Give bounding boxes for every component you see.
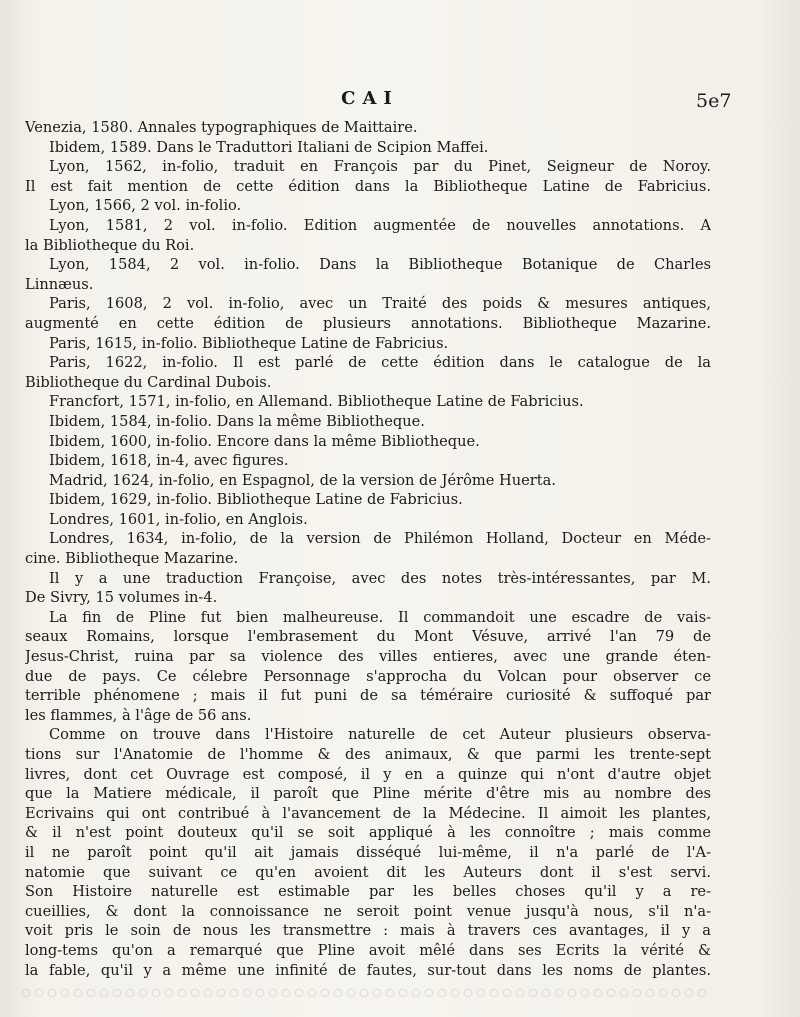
text-line: Ibidem, 1584, in-folio. Dans la même Bibliotheque.: [49, 412, 425, 430]
text-line: Londres, 1634, in-folio, de la version de Philémon Holland, Docteur en Méde-: [49, 530, 711, 548]
text-line: Lyon, 1584, 2 vol. in-folio. Dans la Bibliotheque Botanique de Charles: [49, 256, 711, 274]
text-line: augmenté en cette édition de plusieurs annotations. Bibliotheque Mazarine.: [25, 314, 711, 332]
text-line: voit pris le soin de nous les transmettre : mais à travers ces avantages, il y a: [25, 922, 711, 940]
text-line: la fable, qu'il y a même une infinité de fautes, sur-tout dans les noms de plantes.: [25, 961, 711, 979]
text-line: Venezia, 1580. Annales typographiques de Maittaire.: [25, 119, 418, 136]
text-line: Comme on trouve dans l'Histoire naturelle de cet Auteur plusieurs observa-: [49, 726, 711, 744]
text-line: Lyon, 1566, 2 vol. in-folio.: [49, 197, 242, 215]
text-line: Son Histoire naturelle est estimable par les belles choses qu'il y a re-: [25, 883, 711, 901]
text-line: que la Matiere médicale, il paroît que Pline mérite d'être mis au nombre des: [25, 785, 711, 803]
text-line: Bibliotheque du Cardinal Dubois.: [25, 373, 272, 391]
text-line: livres, dont cet Ouvrage est composé, il y en a quinze qui n'ont d'autre objet: [25, 765, 711, 783]
text-line: Ibidem, 1589. Dans le Traduttori Italiani de Scipion Maffei.: [49, 138, 489, 156]
text-line: Ibidem, 1600, in-folio. Encore dans la même Bibliotheque.: [49, 432, 480, 450]
text-line: terrible phénomene ; mais il fut puni de sa téméraire curiosité & suffoqué par: [25, 687, 711, 705]
text-line: Jesus-Christ, ruina par sa violence des villes entieres, avec une grande éten-: [25, 648, 711, 666]
text-line: Madrid, 1624, in-folio, en Espagnol, de la version de Jérôme Huerta.: [49, 471, 556, 489]
text-line: cueillies, & dont la connoissance ne seroit point venue jusqu'à nous, s'il n'a-: [25, 902, 711, 920]
text-line: Linnæus.: [25, 275, 94, 293]
text-line: natomie que suivant ce qu'en avoient dit les Auteurs dont il s'est servi.: [25, 863, 711, 881]
text-line: Paris, 1608, 2 vol. in-folio, avec un Traité des poids & mesures antiques,: [49, 295, 711, 313]
text-line: Lyon, 1562, in-folio, traduit en François par du Pinet, Seigneur de Noroy.: [49, 158, 711, 176]
text-line: Il est fait mention de cette édition dans la Bibliotheque Latine de Fabricius.: [25, 177, 711, 195]
text-line: Francfort, 1571, in-folio, en Allemand. Bibliotheque Latine de Fabricius.: [49, 393, 584, 411]
text-line: il ne paroît point qu'il ait jamais disséqué lui-même, il n'a parlé de l'A-: [25, 843, 711, 861]
text-line: Ibidem, 1618, in-4, avec figures.: [49, 452, 289, 470]
text-line: & il n'est point douteux qu'il se soit appliqué à les connoître ; mais comme: [25, 824, 711, 842]
running-header-title: CAI: [341, 88, 399, 109]
text-line: Ibidem, 1629, in-folio. Bibliotheque Latine de Fabricius.: [49, 491, 463, 509]
text-line: la Bibliotheque du Roi.: [25, 236, 195, 254]
text-line: Londres, 1601, in-folio, en Anglois.: [49, 510, 308, 528]
text-line: tions sur l'Anatomie de l'homme & des animaux, & que parmi les trente-sept: [25, 746, 711, 763]
text-line: Lyon, 1581, 2 vol. in-folio. Edition augmentée de nouvelles annotations. A: [49, 216, 711, 234]
text-line: cine. Bibliotheque Mazarine.: [25, 550, 239, 568]
text-line: Il y a une traduction Françoise, avec des notes très-intéressantes, par M.: [49, 569, 711, 587]
text-line: long-tems qu'on a remarqué que Pline avoit mêlé dans ses Ecrits la vérité &: [25, 941, 711, 959]
page-number: 5e7: [696, 90, 732, 112]
body-text: [25, 118, 711, 980]
text-line: les flammes, à l'âge de 56 ans.: [25, 706, 252, 724]
decorative-border: [20, 986, 710, 1000]
text-line: La fin de Pline fut bien malheureuse. Il commandoit une escadre de vais-: [49, 608, 711, 626]
text-line: De Sivry, 15 volumes in-4.: [25, 589, 218, 607]
text-line: Paris, 1615, in-folio. Bibliotheque Latine de Fabricius.: [49, 334, 449, 352]
text-line: Paris, 1622, in-folio. Il est parlé de cette édition dans le catalogue de la: [49, 354, 711, 372]
text-line: seaux Romains, lorsque l'embrasement du Mont Vésuve, arrivé l'an 79 de: [25, 628, 711, 646]
text-line: Ecrivains qui ont contribué à l'avancement de la Médecine. Il aimoit les plantes,: [25, 804, 711, 822]
text-line: due de pays. Ce célebre Personnage s'approcha du Volcan pour observer ce: [25, 667, 711, 685]
